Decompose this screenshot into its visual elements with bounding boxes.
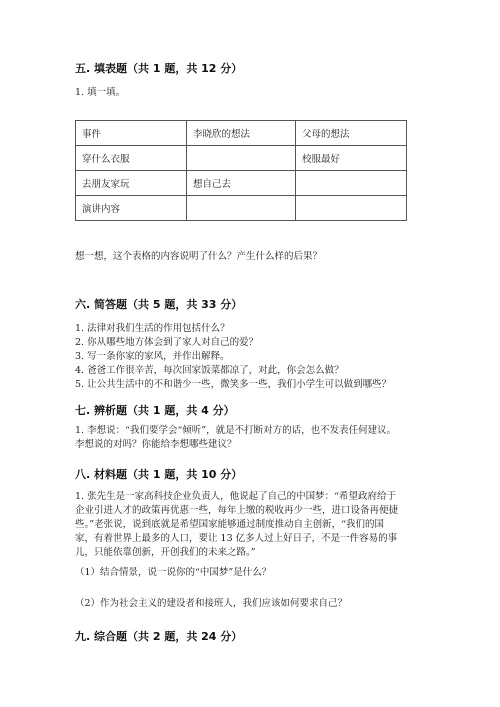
table-row: [76, 196, 407, 221]
list-item: 4. 爸爸工作很辛苦，每次回家饭菜都凉了，对此，你会怎么做？: [75, 365, 344, 376]
sub-question: （2）作为社会主义的建设者和接班人，我们应该如何要求自己？: [75, 598, 348, 609]
table-row: [76, 146, 407, 171]
question-text: 1. 填一填。: [75, 87, 126, 98]
table-cell: 父母的想法: [296, 121, 407, 146]
list-item: 3. 写一条你家的家风，并作出解释。: [75, 351, 230, 362]
text-line: 1. 张先生是一家高科技企业负责人，他说起了自己的中国梦：“希望政府给于: [75, 491, 396, 502]
table-row: [76, 121, 407, 146]
question-text: 想一想，这个表格的内容说明了什么？产生什么样的后果？: [75, 251, 323, 262]
table-cell: 李晓欣的想法: [187, 121, 296, 146]
table-cell: [187, 146, 296, 171]
table-row: [76, 171, 407, 196]
fill-table: [75, 120, 407, 221]
list-item: 5. 让公共生活中的不和谐少一些，微笑多一些，我们小学生可以做到哪些？: [75, 379, 392, 390]
table-cell: 演讲内容: [76, 196, 187, 221]
text-line: 儿，只能依靠创新，开创我们的未来之路。”: [75, 547, 256, 558]
sub-question: （1）结合情景，说一说你的“中国梦”是什么？: [75, 567, 272, 578]
table-cell: 校服最好: [296, 146, 407, 171]
table-cell: 去朋友家玩: [76, 171, 187, 196]
question-text: [75, 424, 396, 452]
question-list: [75, 322, 391, 392]
text-line: 些。”老张说，说到底就是希望国家能够通过制度推动自主创新，“我们的国: [75, 519, 384, 530]
section-5-heading: 五. 填表题（共 1 题，共 12 分）: [75, 62, 243, 75]
section-8-heading: 八. 材料题（共 1 题，共 10 分）: [75, 468, 243, 481]
text-line: 李想说的对吗？你能给李想哪些建议？: [75, 439, 237, 450]
list-item: 2. 你从哪些地方体会到了家人对自己的爱？: [75, 337, 259, 348]
table-cell: [296, 171, 407, 196]
list-item: 1. 法律对我们生活的作用包括什么？: [75, 323, 230, 334]
section-7-heading: 七. 辨析题（共 1 题，共 4 分）: [75, 404, 235, 417]
table-cell: 事件: [76, 121, 187, 146]
table-cell: 穿什么衣服: [76, 146, 187, 171]
section-9-heading: 九. 综合题（共 2 题，共 24 分）: [75, 630, 243, 643]
text-line: 家，有着世界上最多的人口，要让 13 亿多人过上好日子，不是一件容易的事: [75, 533, 398, 544]
table-cell: [296, 196, 407, 221]
section-6-heading: 六. 简答题（共 5 题，共 33 分）: [75, 298, 243, 311]
text-line: 企业引进人才的政策再优惠一些，每年上缴的税收再少一些，进口设备再便捷: [75, 505, 399, 516]
material-text: [75, 490, 398, 560]
table-cell: [187, 196, 296, 221]
text-line: 1. 李想说：“我们要学会“倾听”，就是不打断对方的话，也不发表任何建议。: [75, 425, 397, 436]
table-cell: 想自己去: [187, 171, 296, 196]
